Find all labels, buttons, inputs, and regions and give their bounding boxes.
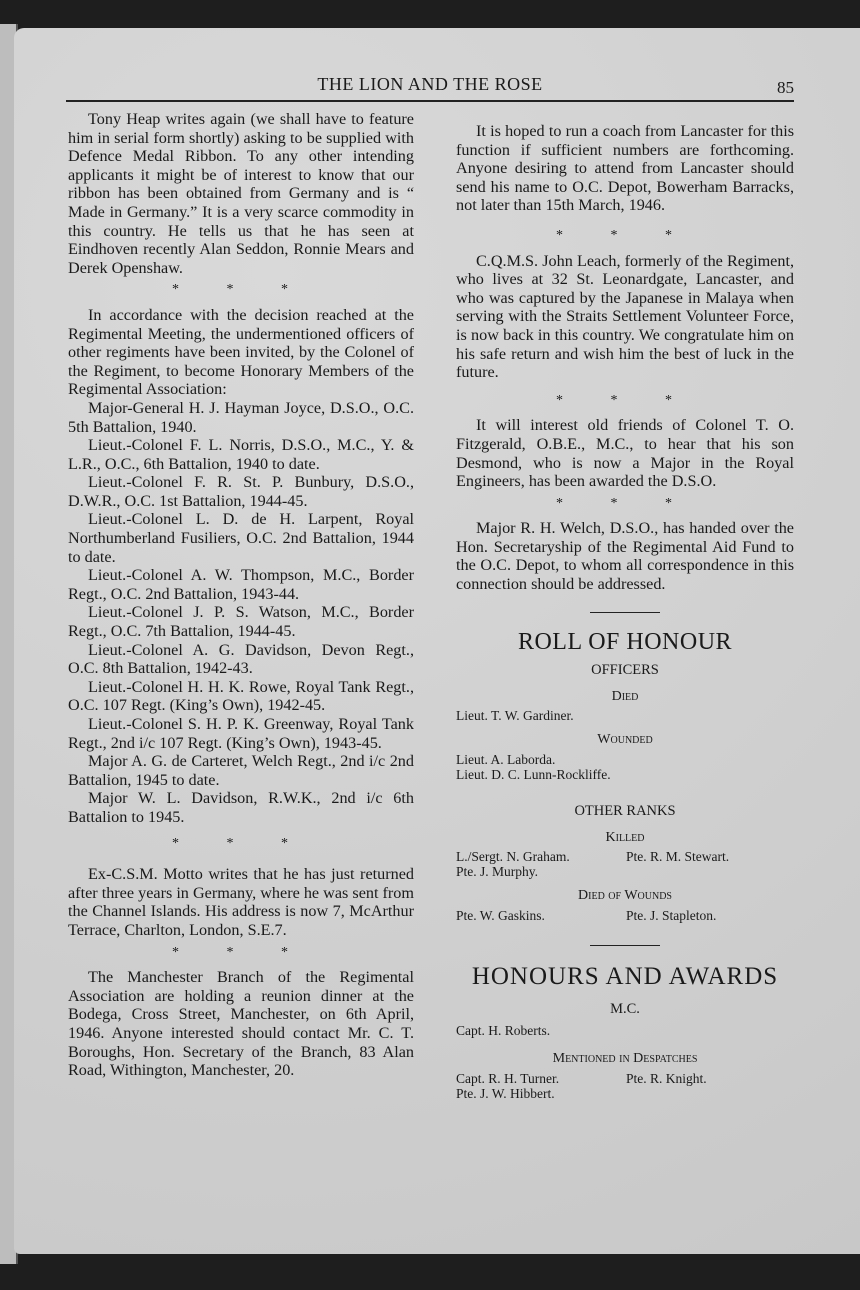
name-entry: Lieut. D. C. Lunn-Rockliffe. <box>456 767 611 783</box>
divider <box>590 612 660 613</box>
killed-heading: Killed <box>605 829 645 845</box>
honours-and-awards-title: HONOURS AND AWARDS <box>471 962 779 990</box>
wounded-heading: Wounded <box>597 732 653 748</box>
member-item: Lieut.-Colonel A. W. Thompson, M.C., Border Regt., O.C. 2nd Battalion, 1943-44. <box>68 566 414 603</box>
mc-list <box>456 1023 794 1038</box>
section-separator: * * * <box>556 392 694 408</box>
member-item: Lieut.-Colonel L. D. de H. Larpent, Royal Northumberland Fusiliers, O.C. 2nd Battalion, 1944 to date. <box>68 510 414 566</box>
paragraph-coach: It is hoped to run a coach from Lancaster for this function if sufficient numbers are forthcoming. Anyone desiring to attend from Lancaster should send his name to O.C. Depot, Bowerham Barracks, not later than 15th March, 1946. <box>456 122 794 215</box>
member-item: Major A. G. de Carteret, Welch Regt., 2nd i/c 2nd Battalion, 1945 to date. <box>68 752 414 789</box>
name-entry: Pte. R. Knight. <box>626 1070 707 1086</box>
running-header <box>66 70 794 102</box>
mid-heading: Mentioned in Despatches <box>552 1051 698 1066</box>
name-entry: Capt. R. H. Turner. <box>456 1070 560 1086</box>
paragraph-honorary-members: In accordance with the decision reached at the Regimental Meeting, the undermentioned officers of other regiments have been invited, by the Colonel of the Regiment, to become Honorary Members of the Regimental Association: <box>68 305 414 399</box>
name-entry: Pte. W. Gaskins. <box>456 907 545 923</box>
died-of-wounds-list <box>456 908 794 923</box>
name-entry: Capt. H. Roberts. <box>456 1023 551 1038</box>
paragraph-tony-heap: Tony Heap writes again (we shall have to feature him in serial form shortly) asking to be supplied with Defence Medal Ribbon. To any other intending applicants it might be of interest to know that our ribbon has been obtained from Germany and is “ Made in Germany.” It is a very scarce commodity in this country. He tells us that he has seen at Eindhoven recently Alan Seddon, Ronnie Mears and Derek Openshaw. <box>68 110 414 277</box>
roll-of-honour-title: ROLL OF HONOUR <box>517 628 733 655</box>
died-heading: Died <box>611 688 639 704</box>
member-item: Lieut.-Colonel J. P. S. Watson, M.C., Border Regt., O.C. 7th Battalion, 1944-45. <box>68 603 414 641</box>
killed-list <box>456 849 794 879</box>
section-separator: * * * <box>172 282 310 298</box>
mid-list <box>456 1071 794 1101</box>
running-title: THE LION AND THE ROSE <box>317 74 543 94</box>
mc-heading: M.C. <box>610 1001 640 1018</box>
right-column <box>456 122 794 1101</box>
section-separator: * * * <box>172 835 310 851</box>
member-item: Major-General H. J. Hayman Joyce, D.S.O., O.C. 5th Battalion, 1940. <box>68 398 414 436</box>
section-separator: * * * <box>556 227 694 243</box>
name-entry: Pte. J. W. Hibbert. <box>456 1085 555 1101</box>
honorary-members-list <box>68 399 414 827</box>
section-separator: * * * <box>172 944 310 960</box>
paragraph-fitzgerald: It will interest old friends of Colonel T. O. Fitzgerald, O.B.E., M.C., to hear that his son Desmond, who is now a Major in the Royal Engineers, has been awarded the D.S.O. <box>456 416 794 491</box>
page-number: 85 <box>777 78 794 97</box>
paragraph-manchester-branch: The Manchester Branch of the Regimental Association are holding a reunion dinner at the Bodega, Cross Street, Manchester, on 6th April, 1946. Anyone interested should contact Mr. C. T. Boroughs, Hon. Secretary of the Branch, 83 Alan Road, Withington, Manchester, 20. <box>68 968 414 1080</box>
died-list <box>456 708 794 723</box>
member-item: Lieut.-Colonel S. H. P. K. Greenway, Royal Tank Regt., 2nd i/c 107 Regt. (King’s Own), 1943-45. <box>68 715 414 752</box>
died-of-wounds-heading: Died of Wounds <box>578 888 672 904</box>
officers-heading: OFFICERS <box>591 662 659 679</box>
member-item: Lieut.-Colonel F. R. St. P. Bunbury, D.S.O., D.W.R., O.C. 1st Battalion, 1944-45. <box>68 473 414 510</box>
member-item: Major W. L. Davidson, R.W.K., 2nd i/c 6th Battalion to 1945. <box>68 789 414 826</box>
name-entry: L./Sergt. N. Graham. <box>456 849 570 865</box>
divider <box>590 945 660 946</box>
name-entry: Lieut. T. W. Gardiner. <box>456 708 574 724</box>
name-entry: Lieut. A. Laborda. <box>456 752 556 768</box>
paragraph-welch: Major R. H. Welch, D.S.O., has handed over the Hon. Secretaryship of the Regimental Aid Fund to the O.C. Depot, to whom all correspondence in this connection should be addressed. <box>456 519 794 594</box>
member-item: Lieut.-Colonel A. G. Davidson, Devon Regt., O.C. 8th Battalion, 1942-43. <box>68 640 414 678</box>
other-ranks-heading: OTHER RANKS <box>574 803 676 820</box>
paragraph-leach: C.Q.M.S. John Leach, formerly of the Regiment, who lives at 32 St. Leonardgate, Lancaster, and who was captured by the Japanese in Malaya when serving with the Straits Settlement Volunteer Force, is now back in this country. We congratulate him on his safe return and wish him the best of luck in the future. <box>456 251 794 382</box>
name-entry: Pte. J. Stapleton. <box>626 907 717 923</box>
name-entry: Pte. J. Murphy. <box>456 864 539 880</box>
member-item: Lieut.-Colonel H. H. K. Rowe, Royal Tank Regt., O.C. 107 Regt. (King’s Own), 1942-45. <box>68 677 414 715</box>
wounded-list <box>456 752 794 782</box>
left-column <box>68 110 414 1080</box>
member-item: Lieut.-Colonel F. L. Norris, D.S.O., M.C., Y. & L.R., O.C., 6th Battalion, 1940 to date. <box>68 436 414 473</box>
section-separator: * * * <box>556 495 694 511</box>
paragraph-motto: Ex-C.S.M. Motto writes that he has just returned after three years in Germany, where he was sent from the Channel Islands. His address is now 7, McArthur Terrace, Charlton, London, S.E.7. <box>68 865 414 939</box>
name-entry: Pte. R. M. Stewart. <box>626 849 730 865</box>
